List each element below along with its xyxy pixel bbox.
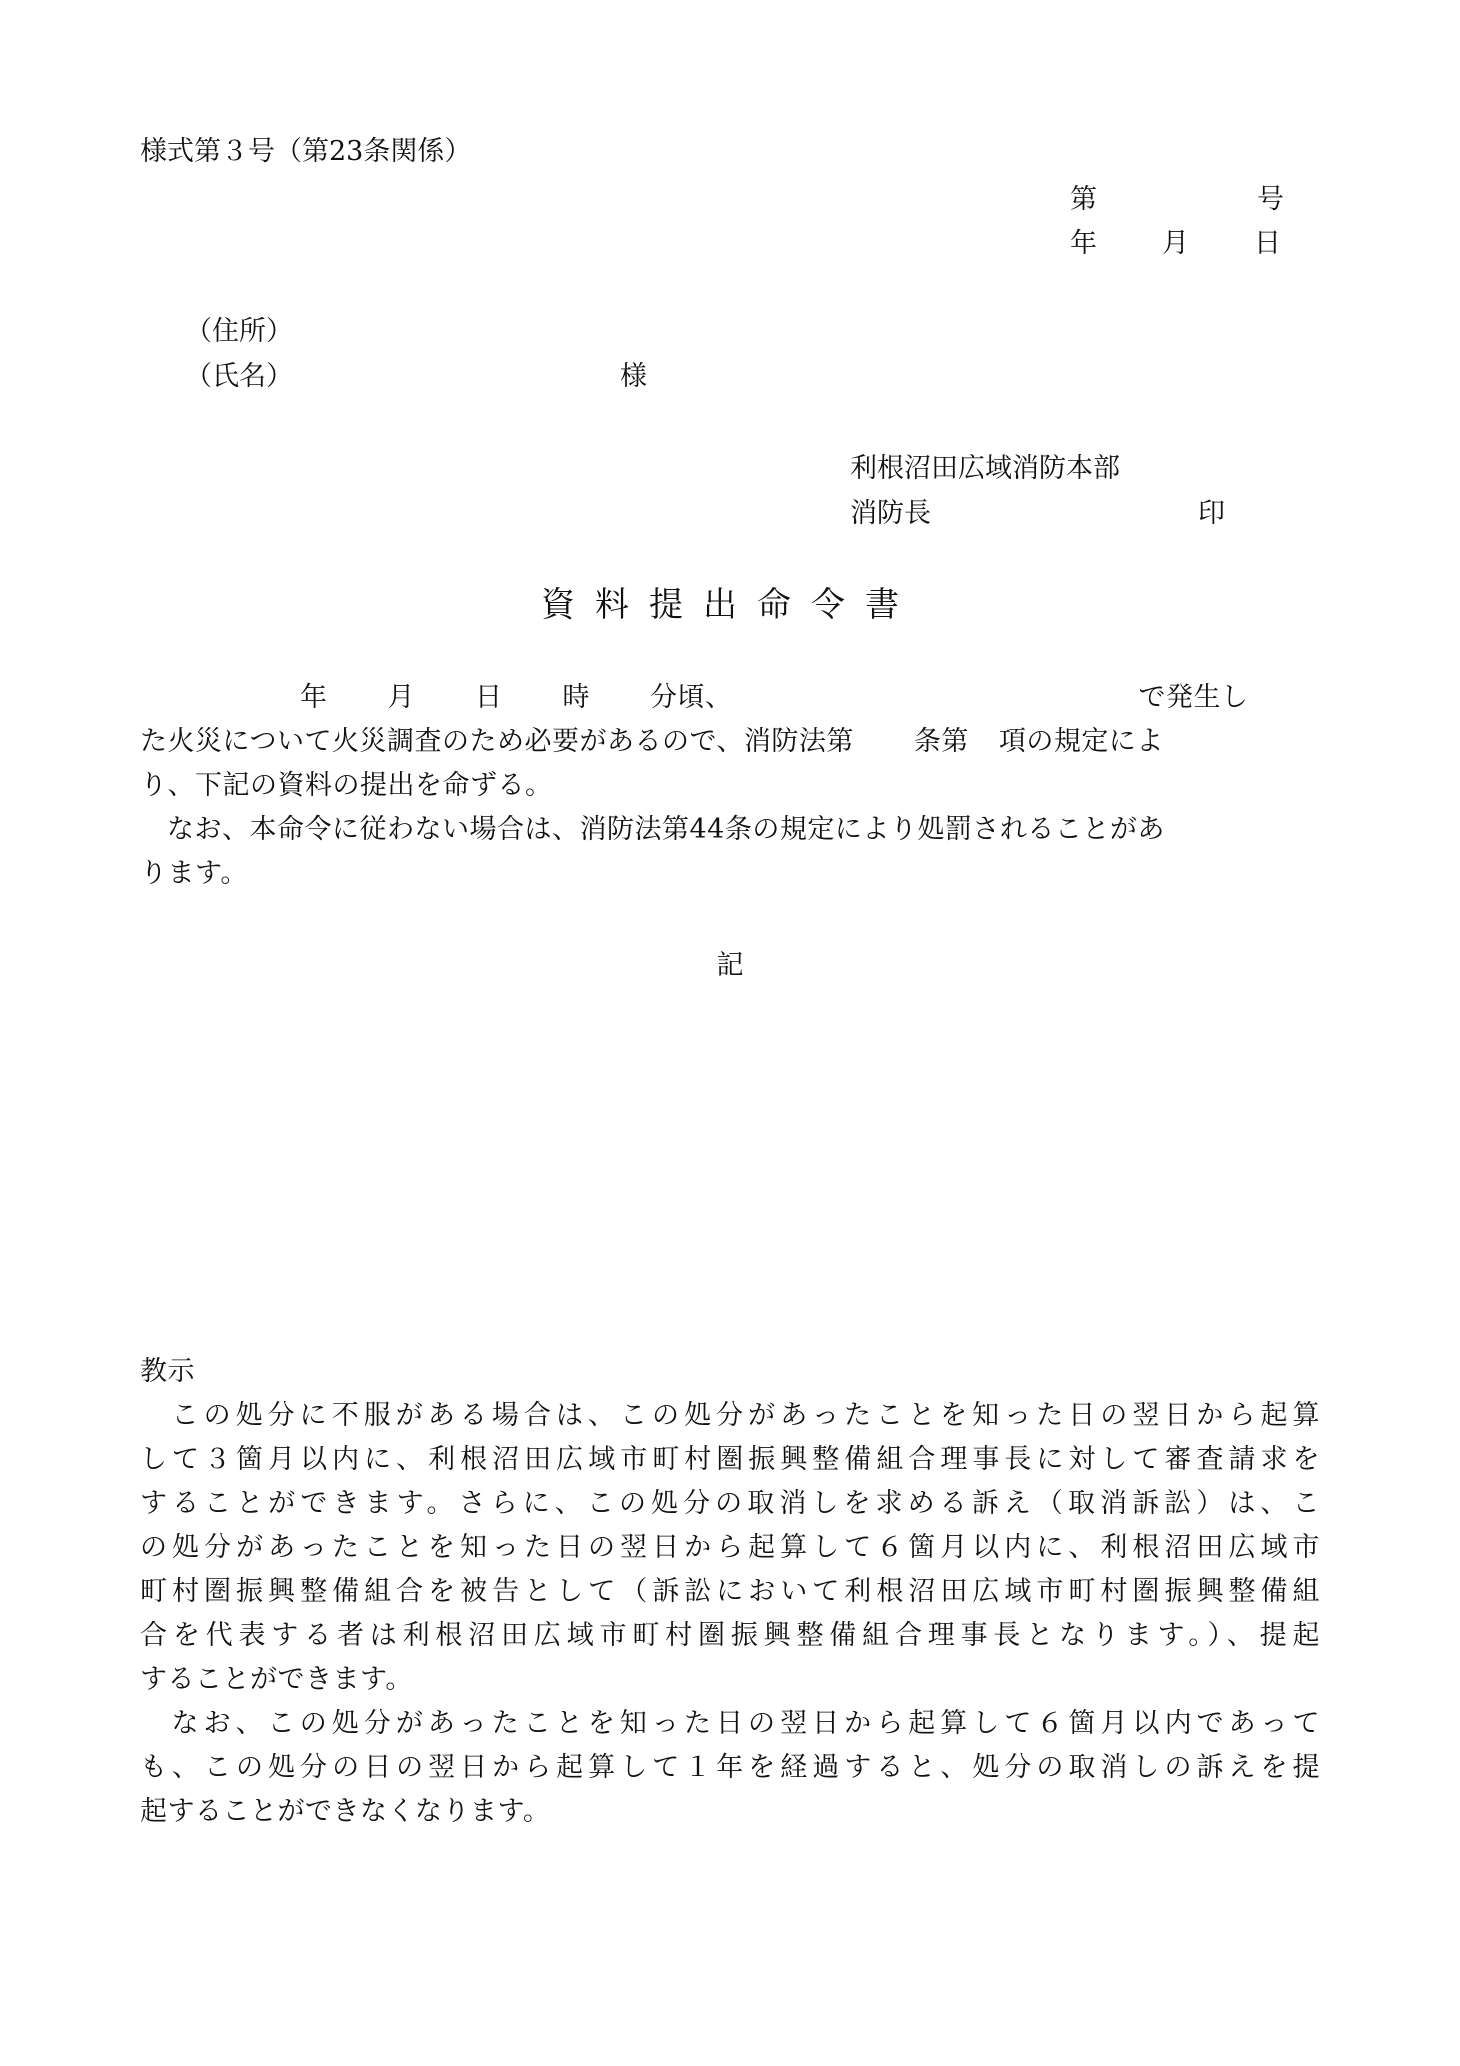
notice-line: なお、この処分があったことを知った日の翌日から起算して６箇月以内であって [167, 1708, 1320, 1739]
year-label: 年 [1070, 228, 1097, 259]
body-line-5: ります。 [140, 858, 248, 889]
recipient-address-label: （住所） [185, 316, 293, 347]
sender-organization: 利根沼田広域消防本部 [850, 453, 1120, 484]
order-body [140, 676, 1320, 896]
number-prefix: 第 [1070, 184, 1097, 215]
document-number-line [1070, 178, 1290, 222]
notice-line: この処分に不服がある場合は、この処分があったことを知った日の翌日から起算 [167, 1400, 1320, 1431]
seal-mark: 印 [1198, 498, 1225, 529]
notice-line: することができます。さらに、この処分の取消しを求める訴え（取消訴訟）は、こ [140, 1488, 1320, 1519]
notice-line: 起することができなくなります。 [140, 1796, 551, 1827]
number-suffix: 号 [1257, 184, 1284, 215]
notice-line: して３箇月以内に、利根沼田広域市町村圏振興整備組合理事長に対して審査請求を [140, 1444, 1320, 1475]
issue-date-line [1070, 222, 1290, 266]
notice-line: 町村圏振興整備組合を被告として（訴訟において利根沼田広域市町村圏振興整備組 [140, 1576, 1320, 1607]
notice-line: も、この処分の日の翌日から起算して１年を経過すると、処分の取消しの訴えを提 [140, 1752, 1320, 1783]
recipient-honorific: 様 [620, 361, 647, 392]
month-label: 月 [1162, 228, 1189, 259]
appeal-notice [140, 1350, 1320, 1834]
notice-line: 合を代表する者は利根沼田広域市町村圏振興整備組合理事長となります。）、提起 [140, 1620, 1320, 1651]
day-label: 日 [1254, 228, 1281, 259]
body-line-2: た火災について火災調査のため必要があるので、消防法第 条第 項の規定によ [140, 726, 1164, 757]
form-number: 様式第３号（第23条関係） [140, 136, 472, 167]
notice-heading: 教示 [140, 1356, 195, 1387]
document-title: 資料提出命令書 [541, 585, 919, 625]
ki-marker: 記 [716, 950, 744, 981]
body-line-3: り、下記の資料の提出を命ずる。 [140, 770, 553, 801]
body-line-4: なお、本命令に従わない場合は、消防法第44条の規定により処罰されることがあ [167, 814, 1165, 845]
body-line-1: 年 月 日 時 分頃、 で発生し [300, 682, 1249, 713]
notice-line: の処分があったことを知った日の翌日から起算して６箇月以内に、利根沼田広域市 [140, 1532, 1320, 1563]
recipient-name-label: （氏名） [185, 361, 293, 392]
notice-line: することができます。 [140, 1664, 413, 1695]
sender-title: 消防長 [850, 498, 931, 529]
